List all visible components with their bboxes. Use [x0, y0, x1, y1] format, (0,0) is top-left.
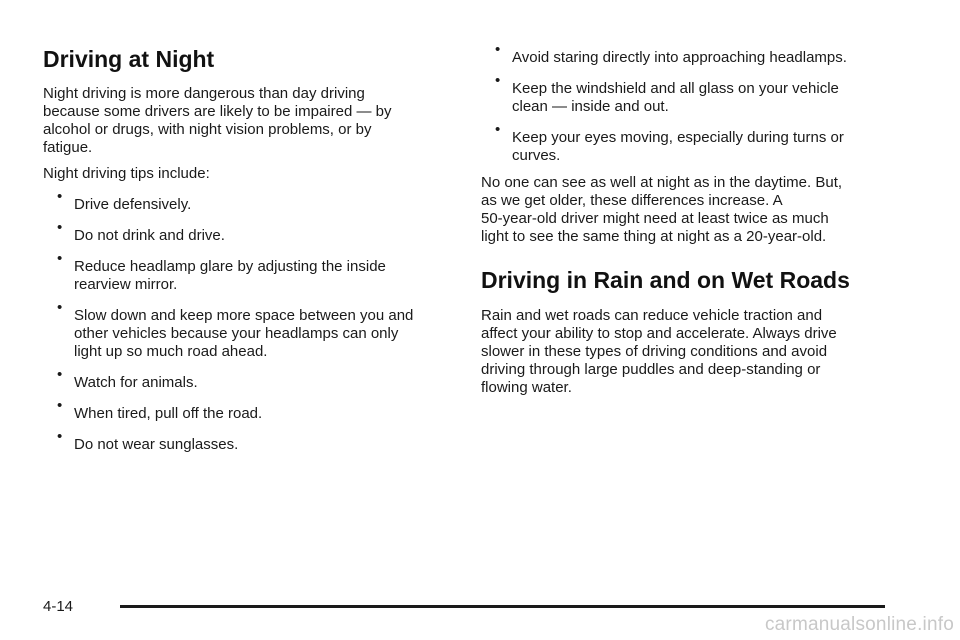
list-item	[43, 366, 453, 392]
paragraph-line: Rain and wet roads can reduce vehicle traction and	[481, 307, 823, 324]
night-tips-list	[43, 188, 453, 454]
list-item-text: clean — inside and out.	[512, 98, 669, 115]
paragraph-line: flowing water.	[481, 379, 572, 396]
right-column	[481, 0, 891, 397]
list-item-text: When tired, pull off the road.	[74, 405, 263, 422]
list-item	[43, 299, 453, 361]
section-heading-rain-wet-roads: Driving in Rain and on Wet Roads	[481, 267, 850, 293]
intro-line: because some drivers are likely to be impaired — by	[43, 103, 392, 120]
rain-paragraph	[481, 307, 891, 397]
paragraph-line: affect your ability to stop and accelerate. Always drive	[481, 325, 837, 342]
list-item-text: Do not drink and drive.	[74, 227, 225, 244]
bullet-icon: •	[495, 121, 501, 138]
intro-line: Night driving is more dangerous than day driving	[43, 85, 365, 102]
night-vision-paragraph	[481, 174, 891, 246]
list-item	[43, 428, 453, 454]
list-item	[481, 72, 891, 116]
bullet-icon: •	[57, 299, 63, 316]
list-item-text: Reduce headlamp glare by adjusting the inside	[74, 258, 386, 275]
list-item	[481, 41, 891, 67]
tips-intro: Night driving tips include:	[43, 165, 210, 182]
list-item-text: Keep your eyes moving, especially during turns or	[512, 129, 844, 146]
list-item-text: Do not wear sunglasses.	[74, 436, 239, 453]
list-item-text: Watch for animals.	[74, 374, 198, 391]
list-item	[43, 219, 453, 245]
bullet-icon: •	[57, 188, 63, 205]
paragraph-line: slower in these types of driving conditions and avoid	[481, 343, 828, 360]
list-item-text: Slow down and keep more space between you and	[74, 307, 414, 324]
bullet-icon: •	[57, 366, 63, 383]
intro-paragraph	[43, 85, 453, 157]
intro-line: fatigue.	[43, 139, 93, 156]
bullet-icon: •	[57, 428, 63, 445]
list-item	[481, 121, 891, 165]
list-item-text: curves.	[512, 147, 561, 164]
bullet-icon: •	[495, 72, 501, 89]
bullet-icon: •	[495, 41, 501, 58]
page-number: 4-14	[43, 598, 74, 615]
bullet-icon: •	[57, 250, 63, 267]
footer-rule	[120, 605, 885, 608]
watermark: carmanualsonline.info	[764, 614, 954, 635]
list-item-text: light up so much road ahead.	[74, 343, 268, 360]
list-item	[43, 397, 453, 423]
list-item-text: Drive defensively.	[74, 196, 192, 213]
bullet-icon: •	[57, 397, 63, 414]
list-item-text: Avoid staring directly into approaching headlamps.	[512, 49, 847, 66]
intro-line: alcohol or drugs, with night vision problems, or by	[43, 121, 372, 138]
list-item-text: Keep the windshield and all glass on your vehicle	[512, 80, 839, 97]
list-item	[43, 188, 453, 214]
paragraph-line: No one can see as well at night as in the daytime. But,	[481, 174, 843, 191]
list-item-text: rearview mirror.	[74, 276, 178, 293]
list-item	[43, 250, 453, 294]
paragraph-line: as we get older, these differences increase. A	[481, 192, 783, 209]
list-item-text: other vehicles because your headlamps can only	[74, 325, 399, 342]
paragraph-line: 50-year-old driver might need at least twice as much	[481, 210, 829, 227]
night-tips-list-continued	[481, 41, 891, 165]
paragraph-line: driving through large puddles and deep-standing or	[481, 361, 821, 378]
section-heading-driving-at-night: Driving at Night	[43, 46, 215, 72]
bullet-icon: •	[57, 219, 63, 236]
left-column	[43, 0, 453, 454]
paragraph-line: light to see the same thing at night as a 20-year-old.	[481, 228, 827, 245]
